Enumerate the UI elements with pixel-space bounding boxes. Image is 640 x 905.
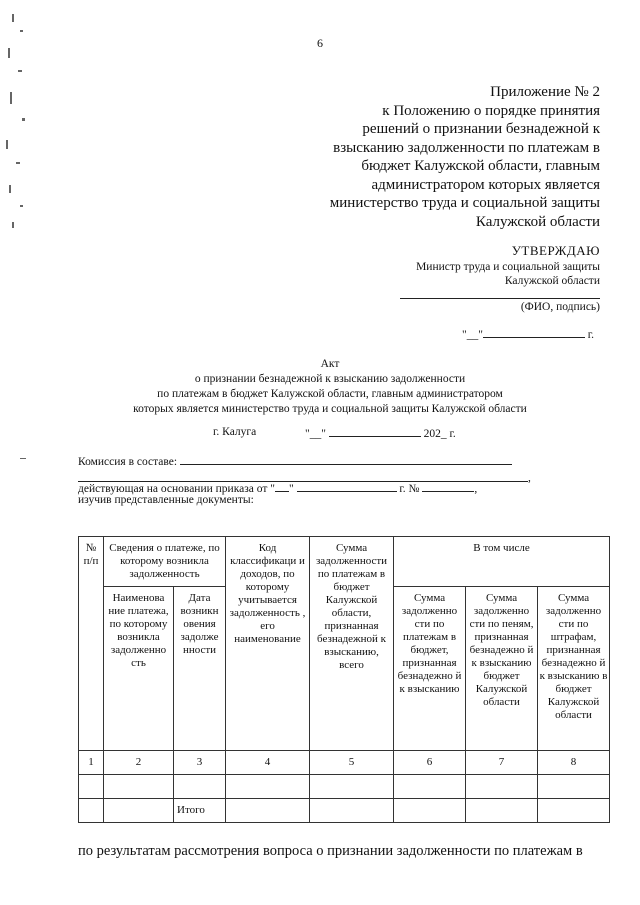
- order-basis-prefix: действующая на основании приказа от ": [78, 483, 275, 495]
- column-number: 3: [174, 751, 226, 775]
- column-number: 1: [79, 751, 104, 775]
- act-subtitle: по платежам в бюджет Калужской области, главным администратором: [157, 388, 503, 400]
- column-number: 5: [310, 751, 394, 775]
- appendix-line: решений о признании безнадежной к: [362, 121, 600, 137]
- order-basis-line: [78, 481, 477, 495]
- act-subtitle: которых является министерство труда и социальной защиты Калужской области: [133, 403, 527, 415]
- table-cell: [538, 775, 610, 799]
- table-cell: [104, 799, 174, 823]
- header-no: № п/п: [79, 537, 104, 751]
- table-cell: [310, 799, 394, 823]
- debt-table: [78, 536, 610, 823]
- header-debt-date: Дата возникн овения задолже нности: [174, 587, 226, 751]
- header-sub-fines: Сумма задолженно сти по штрафам, признанная безнадежно й к взысканию в бюджет Калужской области: [538, 587, 610, 751]
- total-label: Итого: [174, 799, 226, 823]
- approval-block: [340, 242, 600, 288]
- studied-documents: изучив представленные документы:: [78, 494, 254, 506]
- table-cell: [104, 775, 174, 799]
- header-kbk: Код классификаци и доходов, по которому учитывается задолженность , его наименование: [226, 537, 310, 751]
- act-city: г. Калуга: [213, 426, 257, 438]
- column-number: 4: [226, 751, 310, 775]
- order-number-blank: [422, 481, 474, 492]
- header-sub-payments: Сумма задолженно сти по платежам в бюджет, признанная безнадежно й к взысканию: [394, 587, 466, 751]
- table-cell: [466, 775, 538, 799]
- approval-date-quote: "__": [462, 329, 483, 341]
- act-title-block: [0, 357, 640, 417]
- column-number: 7: [466, 751, 538, 775]
- appendix-block: [300, 83, 600, 231]
- page-number: 6: [317, 36, 323, 50]
- commission-blank: [180, 454, 512, 465]
- table-cell: [310, 775, 394, 799]
- table-cell: [466, 799, 538, 823]
- appendix-line: министерство труда и социальной защиты: [329, 195, 600, 211]
- act-date-blank: [329, 426, 421, 437]
- approval-heading: УТВЕРЖДАЮ: [511, 243, 600, 258]
- order-basis-year: г. №: [399, 483, 420, 495]
- approval-date: [462, 327, 594, 341]
- column-number: 6: [394, 751, 466, 775]
- header-sub-penalties: Сумма задолженно сти по пеням, признанная безнадежно й к взысканию бюджет Калужской области: [466, 587, 538, 751]
- column-number: 2: [104, 751, 174, 775]
- table-cell: [79, 775, 104, 799]
- bottom-paragraph: по результатам рассмотрения вопроса о признании задолженности по платежам в: [78, 843, 583, 859]
- appendix-line: Калужской области: [475, 213, 600, 230]
- table-cell: [538, 799, 610, 823]
- header-including: В том числе: [394, 537, 610, 587]
- act-date: [305, 426, 456, 440]
- appendix-line: администратором которых является: [371, 176, 600, 193]
- act-date-quote: "__": [305, 428, 326, 440]
- approval-position: Министр труда и социальной защиты: [416, 261, 600, 273]
- header-payment-name: Наименова ние платежа, по которому возникла задолженно сть: [104, 587, 174, 751]
- appendix-line: взысканию задолженности по платежам в: [333, 139, 600, 156]
- commission-comma: ,: [528, 472, 531, 484]
- column-number: 8: [538, 751, 610, 775]
- commission-label: Комиссия в составе:: [78, 456, 178, 468]
- order-basis-end: ,: [474, 483, 478, 495]
- approval-position: Калужской области: [504, 275, 600, 287]
- approval-date-suffix: г.: [587, 329, 595, 341]
- commission-line: [78, 454, 512, 468]
- signature-line: [400, 298, 600, 299]
- act-subtitle: о признании безнадежной к взысканию задолженности: [194, 373, 466, 385]
- table-row-total: [79, 799, 610, 823]
- order-basis-mid: ": [288, 483, 294, 495]
- table-cell: [226, 799, 310, 823]
- header-total: Сумма задолженности по платежам в бюджет Калужской области, признанная безнадежной к взысканию, всего: [310, 537, 394, 751]
- order-month-blank: [297, 481, 397, 492]
- table-cell: [226, 775, 310, 799]
- order-day-blank: [275, 481, 289, 492]
- table-cell: [174, 775, 226, 799]
- table-cell: [394, 775, 466, 799]
- approval-date-blank: [483, 327, 585, 338]
- header-payment-info: Сведения о платеже, по которому возникла задолженность: [104, 537, 226, 587]
- signature-hint: (ФИО, подпись): [520, 301, 600, 313]
- table-cell: [79, 799, 104, 823]
- act-title: Акт: [320, 358, 340, 370]
- table-cell: [394, 799, 466, 823]
- appendix-title: Приложение № 2: [490, 84, 600, 100]
- table-row: [79, 775, 610, 799]
- act-date-year: 202_ г.: [423, 428, 456, 440]
- appendix-line: к Положению о порядке принятия: [382, 102, 600, 119]
- appendix-line: бюджет Калужской области, главным: [361, 158, 600, 174]
